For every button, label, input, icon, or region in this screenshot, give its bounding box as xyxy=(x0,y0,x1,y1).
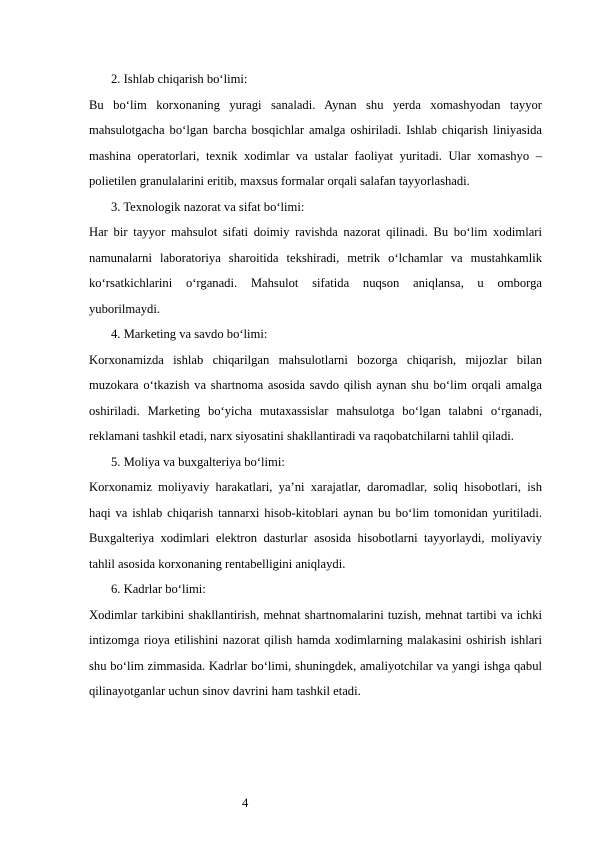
section-body: Korxonamiz moliyaviy harakatlari, ya’ni xarajatlar, daromadlar, soliq hisobotlari, ish haqi va ishlab chiqarish tannarxi hisob-kitoblari aynan bu bo‘lim tomonidan yuritiladi. Buxgalteriya xodimlari elektron dasturlar asosida hisobotlarni tayyorlaydi, moliyaviy tahlil asosida korxonaning rentabelligini aniqlaydi. xyxy=(89,480,542,571)
section-body: Har bir tayyor mahsulot sifati doimiy ravishda nazorat qilinadi. Bu bo‘lim xodimlari namunalarni laboratoriya sharoitida tekshiradi, metrik o‘lchamlar va mustahkamlik ko‘rsatkichlarini o‘rganadi. Mahsulot sifatida nuqson aniqlansa, u omborga yuborilmaydi. xyxy=(89,225,542,316)
section-marketing-sales xyxy=(89,322,542,450)
section-heading: 3. Texnologik nazorat va sifat bo‘limi: xyxy=(111,199,305,214)
page-number: 4 xyxy=(242,796,249,810)
section-body: Korxonamizda ishlab chiqarilgan mahsulotlarni bozorga chiqarish, mijozlar bilan muzokara o‘tkazish va shartnoma asosida savdo qilish aynan shu bo‘lim orqali amalga oshiriladi. Marketing bo‘yicha mutaxassislar mahsulotga bo‘lgan talabni o‘rganadi, reklamani tashkil etadi, narx siyosatini shakllantiradi va raqobatchilarni tahlil qiladi. xyxy=(89,352,542,443)
section-body: Bu bo‘lim korxonaning yuragi sanaladi. Aynan shu yerda xomashyodan tayyor mahsulotgacha bo‘lgan barcha bosqichlar amalga oshiriladi. Ishlab chiqarish liniyasida mashina operatorlari, texnik xodimlar va ustalar faoliyat yuritadi. Ular xomashyo – polietilen granulalarini eritib, maxsus formalar orqali salafan tayyorlashadi. xyxy=(89,97,542,188)
section-finance-accounting xyxy=(89,450,542,578)
section-heading: 2. Ishlab chiqarish bo‘limi: xyxy=(111,72,248,86)
section-human-resources xyxy=(89,577,542,705)
section-quality-control xyxy=(89,195,542,323)
section-heading: 5. Moliya va buxgalteriya bo‘limi: xyxy=(111,454,285,469)
section-production xyxy=(89,67,542,195)
document-page xyxy=(89,67,542,705)
section-heading: 4. Marketing va savdo bo‘limi: xyxy=(111,327,268,341)
section-heading: 6. Kadrlar bo‘limi: xyxy=(111,582,206,596)
section-body: Xodimlar tarkibini shakllantirish, mehnat shartnomalarini tuzish, mehnat tartibi va ichki intizomga rioya etilishini nazorat qilish hamda xodimlarning malakasini oshirish ishlari shu bo‘lim zimmasida. Kadrlar bo‘limi, shuningdek, amaliyotchilar va yangi ishga qabul qilinayotganlar uchun sinov davrini ham tashkil etadi. xyxy=(89,607,542,698)
